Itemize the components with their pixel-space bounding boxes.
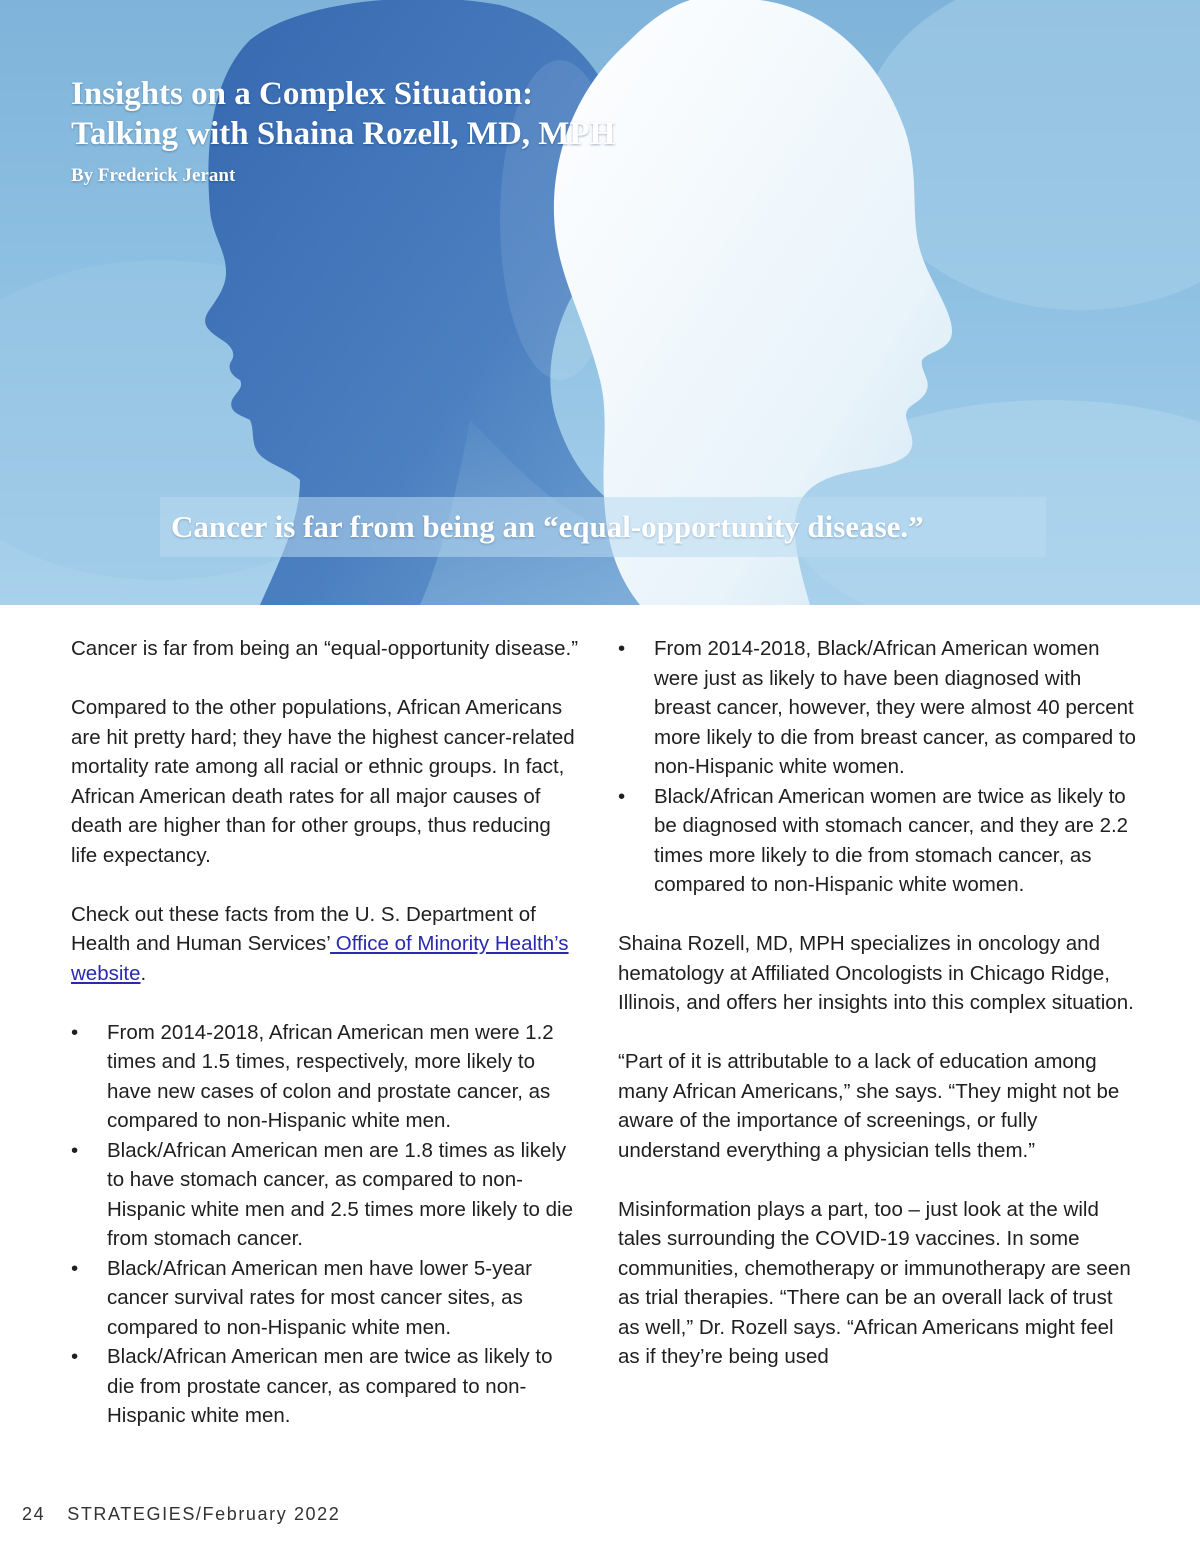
article-title bbox=[71, 74, 615, 154]
facts-source-paragraph bbox=[71, 900, 581, 989]
facts-source-period: . bbox=[140, 961, 147, 985]
men-facts-list bbox=[71, 1018, 581, 1431]
right-column bbox=[618, 634, 1136, 1401]
article-title-line-2: Talking with Shaina Rozell, MD, MPH bbox=[71, 116, 616, 152]
education-quote-paragraph: “Part of it is attributable to a lack of education among many African Americans,” she says. “They might not be aware of the importance of screenings, or fully understand everything a physician tells them.” bbox=[618, 1050, 1120, 1162]
office-of-minority-health-link[interactable]: Office of Minority Health’s website bbox=[71, 932, 569, 985]
left-column bbox=[71, 634, 581, 1460]
misinformation-paragraph: Misinformation plays a part, too – just look at the wild tales surrounding the COVID-19 vaccines. In some communities, chemotherapy or immunotherapy are seen as trial therapies. “There can be an overall lack of trust as well,” Dr. Rozell says. “African Americans might feel as if they’re being used bbox=[618, 1197, 1131, 1368]
list-item: • Black/African American men have lower 5-year cancer survival rates for most cancer sites, as compared to non-Hispanic white men. bbox=[71, 1254, 581, 1343]
pull-quote: Cancer is far from being an “equal-opportunity disease.” bbox=[171, 509, 924, 544]
hero-illustration bbox=[0, 0, 1200, 605]
page-number: 24 bbox=[22, 1504, 46, 1524]
list-item: • From 2014-2018, Black/African American women were just as likely to have been diagnosed with breast cancer, however, they were almost 40 percent more likely to die from breast cancer, as compared to non-Hispanic white women. bbox=[618, 634, 1136, 782]
list-item: • Black/African American men are twice as likely to die from prostate cancer, as compared to non-Hispanic white men. bbox=[71, 1342, 581, 1431]
doctor-intro-paragraph: Shaina Rozell, MD, MPH specializes in oncology and hematology at Affiliated Oncologists in Chicago Ridge, Illinois, and offers her insights into this complex situation. bbox=[618, 932, 1134, 1014]
publication-name: STRATEGIES/February 2022 bbox=[67, 1504, 341, 1524]
article-title-line-1: Insights on a Complex Situation: bbox=[71, 76, 534, 112]
women-facts-list bbox=[618, 634, 1136, 900]
list-item: • Black/African American men are 1.8 times as likely to have stomach cancer, as compared to non-Hispanic white men and 2.5 times more likely to die from stomach cancer. bbox=[71, 1136, 581, 1254]
list-item: • Black/African American women are twice as likely to be diagnosed with stomach cancer, and they are 2.2 times more likely to die from stomach cancer, as compared to non-Hispanic white women. bbox=[618, 782, 1136, 900]
page-footer bbox=[22, 1504, 340, 1525]
mortality-paragraph: Compared to the other populations, African Americans are hit pretty hard; they have the highest cancer-related mortality rate among all racial or ethnic groups. In fact, African American death rates for all major causes of death are higher than for other groups, thus reducing life expectancy. bbox=[71, 696, 575, 867]
author-byline: By Frederick Jerant bbox=[71, 165, 236, 186]
intro-paragraph: Cancer is far from being an “equal-opportunity disease.” bbox=[71, 637, 579, 660]
list-item: • From 2014-2018, African American men were 1.2 times and 1.5 times, respectively, more likely to have new cases of colon and prostate cancer, as compared to non-Hispanic white men. bbox=[71, 1018, 581, 1136]
facts-source-text: Check out these facts from the U. S. Department of Health and Human Services’ bbox=[71, 902, 536, 955]
